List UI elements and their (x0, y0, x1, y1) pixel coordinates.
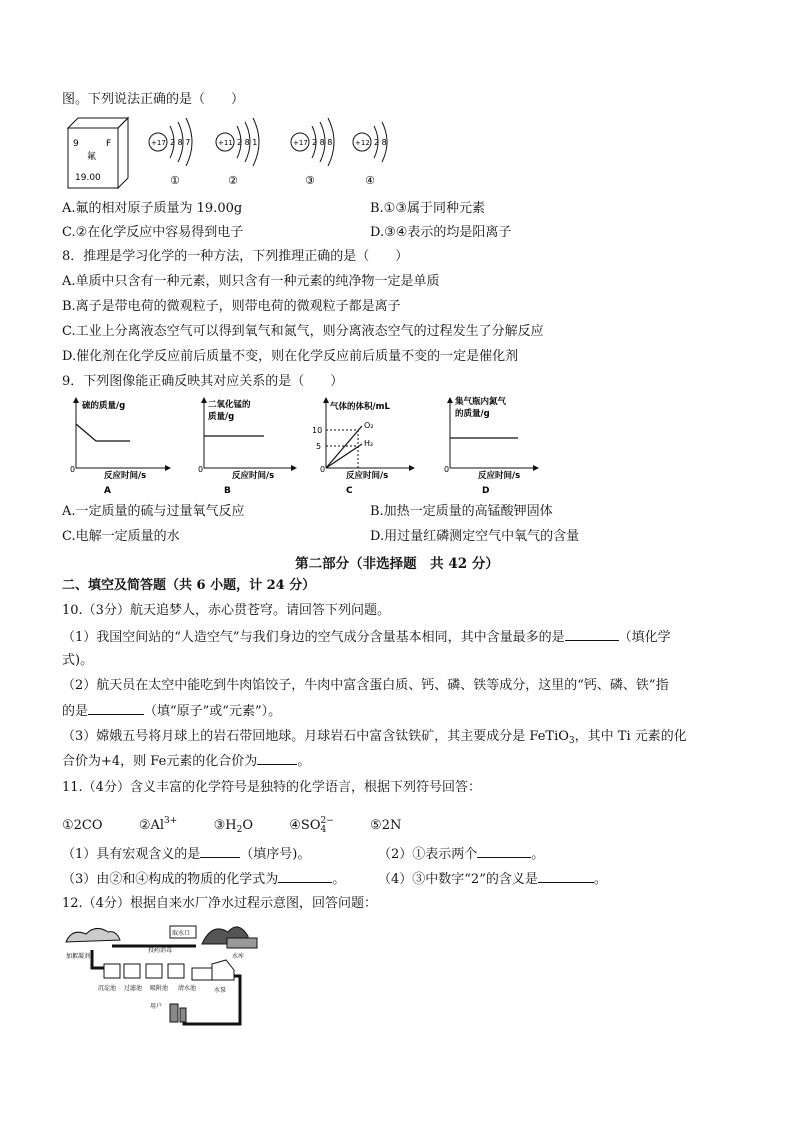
svg-text:2 8 8: 2 8 8 (312, 138, 333, 147)
q9-graphs (62, 394, 542, 498)
atom-structure-4 (353, 122, 387, 187)
q10-blank-3[interactable] (257, 752, 297, 765)
svg-text:D: D (482, 486, 490, 496)
atom-label-4: ④ (365, 174, 375, 187)
svg-text:加絮凝剂: 加絮凝剂 (66, 953, 91, 960)
q10-blank-1[interactable] (565, 628, 619, 641)
q11-blank-1[interactable] (200, 845, 240, 858)
svg-text:质量/g: 质量/g (208, 412, 235, 422)
svg-text:C: C (346, 486, 353, 496)
symbol-4: ④SO 2− 4 (289, 815, 334, 835)
svg-text:反应时间/s: 反应时间/s (232, 471, 275, 481)
q11-blank-4[interactable] (538, 870, 594, 883)
svg-text:水库: 水库 (232, 953, 245, 960)
svg-text:2 8 7: 2 8 7 (170, 138, 191, 147)
svg-text:取水口: 取水口 (172, 930, 191, 937)
svg-text:气体的体积/mL: 气体的体积/mL (330, 402, 390, 412)
svg-text:B: B (224, 486, 231, 496)
svg-text:H₂: H₂ (364, 439, 374, 448)
q7-option-a: A.氟的相对原子质量为 19.00g (62, 201, 243, 216)
svg-text:0: 0 (198, 465, 204, 474)
q8-option-d: D.催化剂在化学反应前后质量不变，则在化学反应前后质量不变的一定是催化剂 (62, 349, 519, 364)
graph-d (444, 396, 536, 496)
svg-text:沉淀池: 沉淀池 (98, 985, 117, 992)
svg-text:+17: +17 (293, 139, 308, 147)
water-treatment-diagram (62, 916, 272, 1026)
svg-text:0: 0 (444, 465, 450, 474)
svg-text:二氧化锰的: 二氧化锰的 (208, 400, 251, 410)
q12-stem: 12.（4分）根据自来水厂净水过程示意图，回答问题： (62, 896, 377, 911)
svg-text:A: A (104, 486, 111, 496)
svg-text:+17: +17 (151, 139, 166, 147)
q9-option-b: B.加热一定质量的高锰酸钾固体 (370, 504, 553, 519)
atom-label-1: ① (170, 174, 180, 187)
q11-part1: （1）具有宏观含义的是 （填序号)。 (62, 847, 311, 862)
svg-text:的质量/g: 的质量/g (455, 409, 490, 419)
q11-stem: 11.（4分）含义丰富的化学符号是独特的化学语言，根据下列符号回答： (62, 780, 481, 795)
graph-c (312, 400, 412, 496)
svg-text:10: 10 (312, 426, 323, 435)
q11-symbols (62, 812, 401, 839)
q8-option-b: B.离子是带电荷的微观粒子，则带电荷的微观粒子都是离子 (62, 299, 401, 314)
symbol-5: ⑤2N (370, 818, 402, 833)
graph-a (70, 400, 168, 496)
svg-text:硫的质量/g: 硫的质量/g (82, 401, 126, 411)
graph-b (198, 399, 294, 496)
atom-label-2: ② (228, 174, 238, 187)
q10-part2: （2）航天员在太空中能吃到牛肉馅饺子，牛肉中富含蛋白质、钙、磷、铁等成分，这里的“钙、磷、铁”指 (62, 678, 669, 693)
q7-stem: 图。下列说法正确的是（ ） (62, 92, 245, 107)
q7-option-c: C.②在化学反应中容易得到电子 (62, 225, 244, 240)
symbol-1: ①2CO (62, 818, 103, 833)
element-card (68, 118, 128, 188)
symbol-3: $③H_2O$ (213, 818, 253, 835)
q8-stem: 8．推理是学习化学的一种方法，下列推理正确的是（ ） (62, 249, 409, 264)
q7-option-b: B.①③属于同种元素 (370, 201, 485, 216)
svg-text:2 8: 2 8 (374, 138, 387, 147)
q9-option-d: D.用过量红磷测定空气中氧气的含量 (370, 529, 580, 544)
element-mass: 19.00 (75, 173, 101, 183)
q7-option-d: D.③④表示的均是阳离子 (370, 225, 512, 240)
q10-blank-2[interactable] (88, 702, 144, 715)
svg-text:0: 0 (70, 465, 76, 474)
svg-text:O₂: O₂ (364, 421, 374, 430)
q9-stem: 9．下列图像能正确反映其对应关系的是（ ） (62, 374, 344, 389)
part2-title: 第二部分（非选择题 共 42 分） (295, 556, 499, 572)
svg-text:吸附池: 吸附池 (150, 985, 169, 992)
atom-structure-3 (291, 118, 334, 187)
svg-text:集气瓶内氮气: 集气瓶内氮气 (455, 397, 507, 407)
q7-figure (62, 112, 402, 192)
q11-blank-2[interactable] (477, 845, 531, 858)
q10-part1-cont: 式)。 (62, 653, 94, 668)
atom-label-3: ③ (305, 174, 315, 187)
q11-blank-3[interactable] (278, 870, 332, 883)
svg-text:反应时间/s: 反应时间/s (104, 471, 147, 481)
atom-structure-2 (216, 118, 259, 187)
element-number: 9 (73, 139, 79, 149)
q10-stem: 10.（3分）航天追梦人，赤心贯苍穹。请回答下列问题。 (62, 603, 390, 618)
q9-option-c: C.电解一定质量的水 (62, 529, 180, 544)
svg-text:2 8 1: 2 8 1 (237, 138, 258, 147)
q10-part3: （3）嫦娥五号将月球上的岩石带回地球。月球岩石中富含钛铁矿，其主要成分是 FeTiO$_3$，其中 Ti 元素的化 (62, 729, 687, 746)
q9-option-a: A.一定质量的硫与过量氧气反应 (62, 504, 245, 519)
element-symbol: F (106, 139, 112, 149)
q10-part3-cont: 合价为+4，则 Fe元素的化合价为 。 (62, 754, 311, 769)
section2-title: 二、填空及简答题（共 6 小题，计 24 分） (62, 578, 316, 593)
q11-part3: （3）由②和④构成的物质的化学式为 。 (62, 872, 346, 887)
svg-text:反应时间/s: 反应时间/s (478, 471, 521, 481)
q11-part2: （2）①表示两个 。 (378, 847, 545, 862)
symbol-2: $②Al^{3+}$ (138, 816, 178, 833)
svg-text:投药消毒: 投药消毒 (148, 947, 173, 954)
element-name: 氟 (87, 152, 97, 162)
atom-structure-1 (149, 118, 192, 187)
q10-part1: （1）我国空间站的“人造空气”与我们身边的空气成分含量基本相同，其中含量最多的是 （填化学 (62, 630, 671, 645)
q10-part2-cont: 的是 （填“原子”或“元素”）。 (62, 704, 282, 719)
svg-text:+12: +12 (355, 139, 370, 147)
svg-text:5: 5 (316, 442, 322, 451)
svg-text:0: 0 (320, 465, 326, 474)
q8-option-a: A.单质中只含有一种元素，则只含有一种元素的纯净物一定是单质 (62, 274, 440, 289)
svg-text:水泵: 水泵 (214, 987, 227, 994)
svg-text:+11: +11 (218, 139, 233, 147)
svg-text:反应时间/s: 反应时间/s (346, 471, 389, 481)
svg-text:清水池: 清水池 (178, 985, 197, 992)
q8-option-c: C.工业上分离液态空气可以得到氧气和氮气，则分离液态空气的过程发生了分解反应 (62, 324, 544, 339)
q11-part4: （4）③中数字“2”的含义是 。 (378, 872, 607, 887)
svg-text:过滤池: 过滤池 (124, 985, 143, 992)
svg-text:用户: 用户 (150, 1003, 163, 1010)
